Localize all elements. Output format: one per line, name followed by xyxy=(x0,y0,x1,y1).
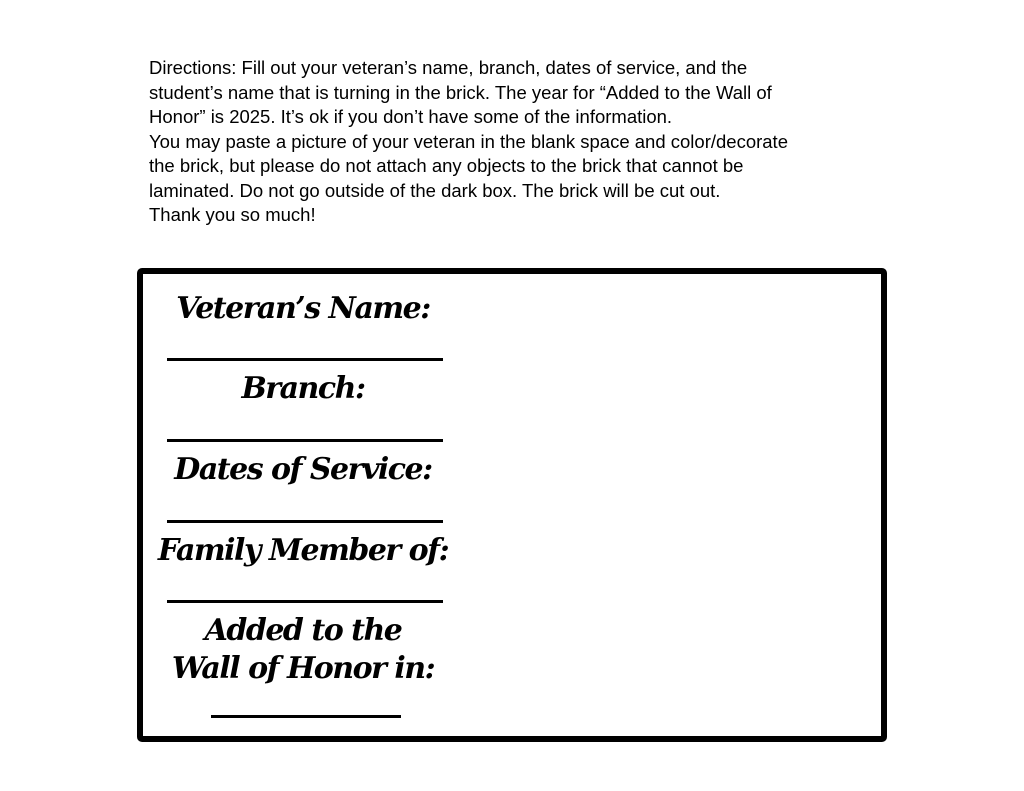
family-member-line xyxy=(167,600,443,603)
brick-template-box xyxy=(137,268,887,742)
veteran-name-label: Veteran’s Name: xyxy=(176,291,430,326)
added-label-line-2: Wall of Honor in: xyxy=(171,651,435,686)
photo-blank-space xyxy=(473,284,868,724)
directions-line: You may paste a picture of your veteran in the blank space and color/decorate xyxy=(149,130,788,152)
dates-of-service-label: Dates of Service: xyxy=(174,452,432,487)
family-member-label: Family Member of: xyxy=(157,533,449,568)
veteran-name-line xyxy=(167,358,443,361)
added-year-line xyxy=(211,715,401,718)
directions-line: Honor” is 2025. It’s ok if you don’t have some of the information. xyxy=(149,106,673,127)
branch-line xyxy=(167,439,443,442)
directions-line: the brick, but please do not attach any objects to the brick that cannot be xyxy=(149,155,744,176)
added-to-wall-label xyxy=(143,612,463,688)
directions-line: Directions: Fill out your veteran’s name, branch, dates of service, and the xyxy=(149,57,748,78)
directions-line: Thank you so much! xyxy=(149,204,316,225)
branch-label: Branch: xyxy=(241,371,365,406)
directions-text xyxy=(149,56,879,228)
added-label-line-1: Added to the xyxy=(204,613,402,648)
directions-line: laminated. Do not go outside of the dark box. The brick will be cut out. xyxy=(149,179,721,201)
dates-of-service-line xyxy=(167,520,443,523)
directions-line: student’s name that is turning in the brick. The year for “Added to the Wall of xyxy=(149,81,772,103)
